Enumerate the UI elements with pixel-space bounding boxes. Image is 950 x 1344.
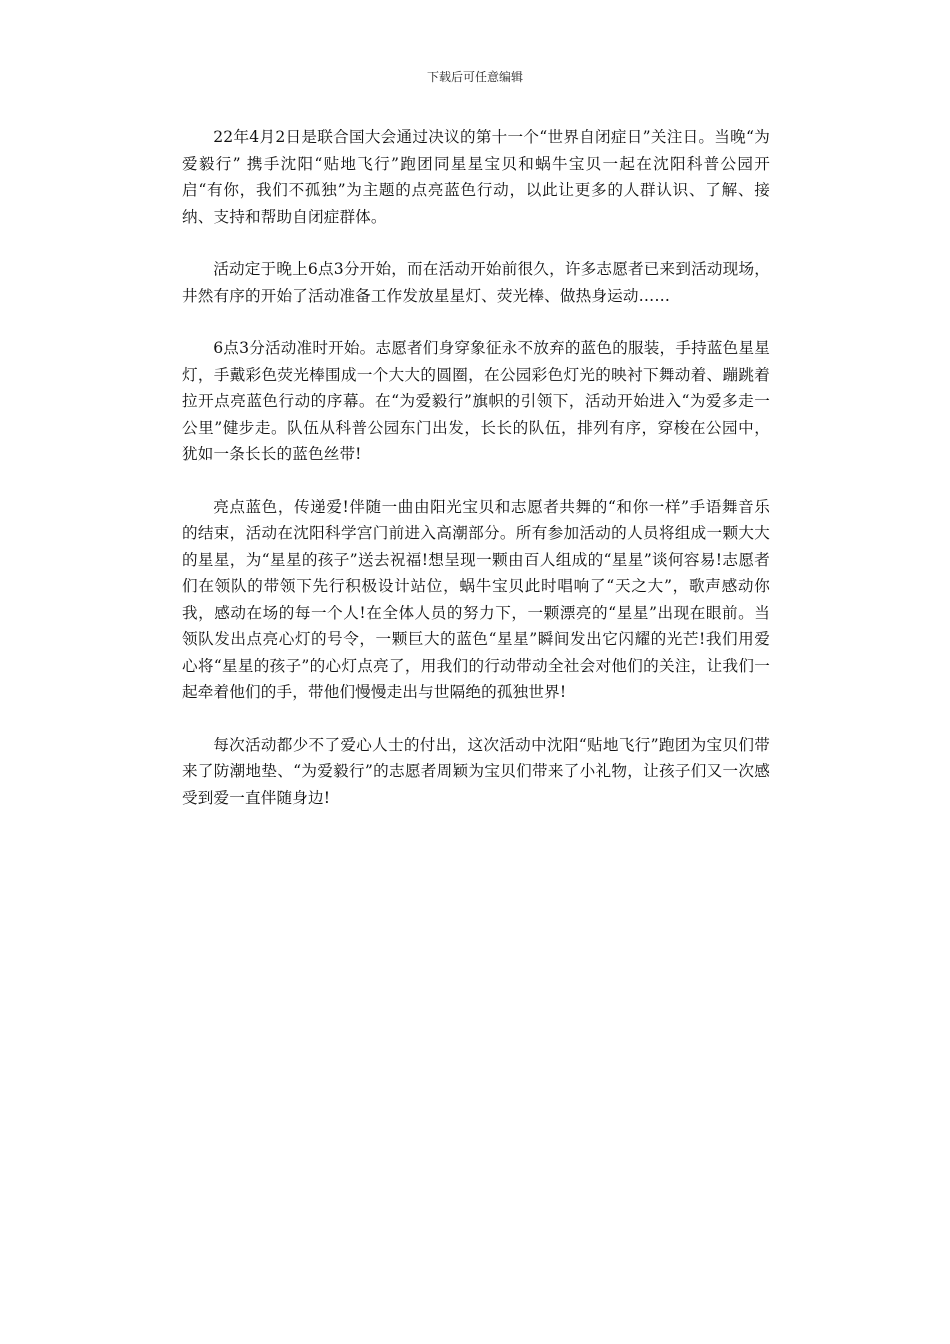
paragraph-intro: 22年4月2日是联合国大会通过决议的第十一个“世界自闭症日”关注日。当晚“为爱毅行” 携手沈阳“贴地飞行”跑团同星星宝贝和蜗牛宝贝一起在沈阳科普公园开启“有你，我们不孤独”为主题的点亮蓝色行动，以此让更多的人群认识、了解、接纳、支持和帮助自闭症群体。 (182, 128, 770, 226)
paragraph-climax: 亮点蓝色，传递爱!伴随一曲由阳光宝贝和志愿者共舞的“和你一样”手语舞音乐的结束，活动在沈阳科学宫门前进入高潮部分。所有参加活动的人员将组成一颗大大的星星，为“星星的孩子”送去祝福!想呈现一颗由百人组成的“星星”谈何容易!志愿者们在领队的带领下先行积极设计站位，蜗牛宝贝此时唱响了“天之大”，歌声感动你我，感动在场的每一个人!在全体人员的努力下，一颗漂亮的“星星”出现在眼前。当领队发出点亮心灯的号令，一颗巨大的蓝色“星星”瞬间发出它闪耀的光芒!我们用爱心将“星星的孩子”的心灯点亮了，用我们的行动带动全社会对他们的关注，让我们一起牵着他们的手，带他们慢慢走出与世隔绝的孤独世界! (182, 497, 770, 701)
article-body (182, 124, 770, 837)
paragraph-start: 6点3分活动准时开始。志愿者们身穿象征永不放弃的蓝色的服装，手持蓝色星星灯，手戴彩色荧光棒围成一个大大的圆圈，在公园彩色灯光的映衬下舞动着、蹦跳着拉开点亮蓝色行动的序幕。在“为爱毅行”旗帜的引领下，活动开始进入“为爱多走一公里”健步走。队伍从科普公园东门出发，长长的队伍，排列有序，穿梭在公园中，犹如一条长长的蓝色丝带! (182, 339, 770, 463)
page-header-note: 下载后可任意编辑 (426, 70, 523, 84)
paragraph-preparation: 活动定于晚上6点3分开始，而在活动开始前很久，许多志愿者已来到活动现场，井然有序的开始了活动准备工作发放星星灯、荧光棒、做热身运动…… (182, 260, 770, 305)
paragraph-thanks: 每次活动都少不了爱心人士的付出，这次活动中沈阳“贴地飞行”跑团为宝贝们带来了防潮地垫、“为爱毅行”的志愿者周颖为宝贝们带来了小礼物，让孩子们又一次感受到爱一直伴随身边! (182, 735, 770, 807)
